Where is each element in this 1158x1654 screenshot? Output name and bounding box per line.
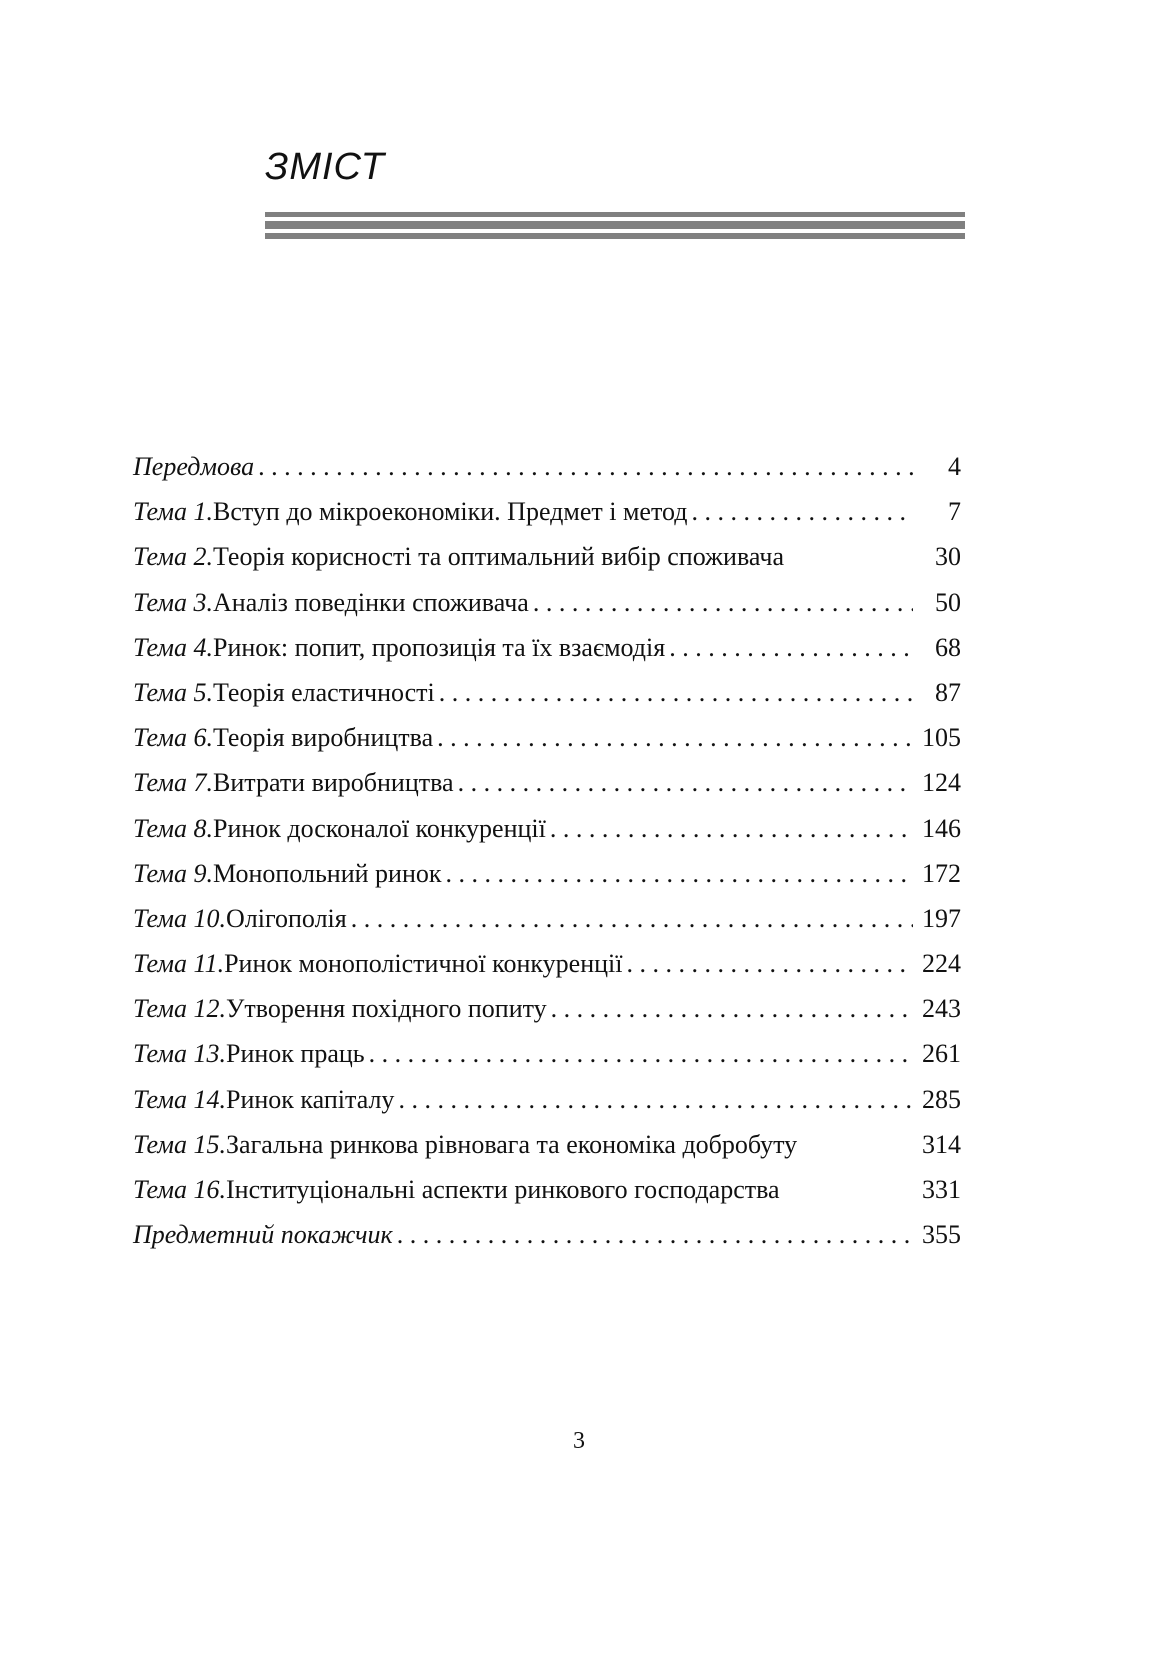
dot-leader xyxy=(398,1080,913,1120)
dot-leader xyxy=(533,583,913,623)
toc-entry-page: 261 xyxy=(922,1039,961,1069)
toc-entry[interactable] xyxy=(133,1080,961,1125)
dot-leader xyxy=(439,673,913,713)
toc-entry-prefix: Тема 14. xyxy=(133,1084,227,1114)
toc-entry-page: 224 xyxy=(922,949,961,979)
toc-entry[interactable] xyxy=(133,1125,961,1170)
toc-entry[interactable] xyxy=(133,1034,961,1079)
toc-entry[interactable] xyxy=(133,854,961,899)
toc-entry-prefix: Тема 3. xyxy=(133,587,214,617)
toc-entry[interactable] xyxy=(133,899,961,944)
toc-entry-page: 30 xyxy=(935,542,961,572)
toc-entry-title: Утворення похідного попиту xyxy=(226,994,547,1024)
toc-entry-prefix: Передмова xyxy=(133,452,255,481)
toc-entry-prefix: Тема 2. xyxy=(133,542,214,572)
dot-leader xyxy=(458,763,913,803)
toc-entry-page: 243 xyxy=(922,994,961,1024)
toc-entry-prefix: Тема 13. xyxy=(133,1039,227,1069)
toc-entry-title: Вступ до мікроекономіки. Предмет і метод xyxy=(213,497,688,527)
toc-entry[interactable] xyxy=(133,944,961,989)
toc-entry-prefix: Тема 1. xyxy=(133,497,214,527)
page-number: 3 xyxy=(573,1428,585,1454)
toc-entry-prefix: Тема 10. xyxy=(133,903,227,933)
page-title: ЗМІСТ xyxy=(265,146,385,188)
toc-entry-prefix: Тема 12. xyxy=(133,994,227,1024)
dot-leader xyxy=(258,447,913,487)
toc-entry-title: Ринок монополістичної конкуренції xyxy=(224,949,623,979)
dot-leader xyxy=(351,899,913,939)
toc-entry-title: Олігополія xyxy=(226,903,347,933)
toc-entry-title: Загальна ринкова рівновага та економіка добробуту xyxy=(226,1129,798,1159)
dot-leader xyxy=(437,718,913,758)
toc-entry-prefix: Тема 8. xyxy=(133,813,214,843)
dot-leader xyxy=(397,1215,913,1255)
toc-entry-prefix: Предметний покажчик xyxy=(133,1220,393,1250)
toc-entry[interactable] xyxy=(133,989,961,1034)
toc-entry-prefix: Тема 9. xyxy=(133,858,214,888)
toc-entry[interactable] xyxy=(133,763,961,808)
title-divider xyxy=(265,212,965,217)
toc-entry-page: 7 xyxy=(948,497,961,527)
toc-entry-page: 285 xyxy=(922,1084,961,1114)
toc-entry-title: Ринок праць xyxy=(226,1039,365,1069)
title-divider xyxy=(265,221,965,229)
toc-entry-prefix: Тема 4. xyxy=(133,632,214,662)
toc-entry-title: Монопольний ринок xyxy=(213,858,442,888)
toc-entry-page: 105 xyxy=(922,723,961,753)
toc-entry-prefix: Тема 16. xyxy=(133,1175,227,1204)
toc-entry-page: 146 xyxy=(922,813,961,843)
toc-entry[interactable] xyxy=(133,447,961,492)
title-divider xyxy=(265,233,965,239)
toc-entry-page: 331 xyxy=(922,1175,961,1204)
toc-entry[interactable] xyxy=(133,583,961,628)
toc-entry-page: 124 xyxy=(922,768,961,798)
dot-leader xyxy=(669,628,913,668)
dot-leader xyxy=(446,854,913,894)
toc-entry-page: 314 xyxy=(922,1129,961,1159)
dot-leader xyxy=(369,1034,913,1074)
toc-entry-prefix: Тема 7. xyxy=(133,768,214,798)
dot-leader xyxy=(551,989,913,1029)
toc-entry-prefix: Тема 15. xyxy=(133,1129,227,1159)
toc-entry-page: 172 xyxy=(922,858,961,888)
toc-entry-prefix: Тема 11. xyxy=(133,949,225,979)
toc-entry[interactable] xyxy=(133,673,961,718)
toc-entry[interactable] xyxy=(133,537,961,582)
toc-entry[interactable] xyxy=(133,492,961,537)
toc-entry[interactable] xyxy=(133,1215,961,1260)
toc-entry-title: Витрати виробництва xyxy=(213,768,454,798)
toc-entry-title: Ринок капіталу xyxy=(226,1084,395,1114)
toc-entry-title: Теорія виробництва xyxy=(213,723,434,753)
toc-entry-page: 355 xyxy=(922,1220,961,1250)
toc-entry-title: Ринок: попит, пропозиція та їх взаємодія xyxy=(213,632,666,662)
dot-leader xyxy=(691,492,913,532)
toc-entry-title: Теорія еластичності xyxy=(213,677,435,707)
toc-entry-page: 68 xyxy=(935,632,961,662)
toc-entry[interactable] xyxy=(133,1170,961,1215)
toc-entry-title: Інституціональні аспекти ринкового господарства xyxy=(226,1175,780,1204)
toc-entry-page: 4 xyxy=(948,452,961,481)
toc-entry-page: 197 xyxy=(922,903,961,933)
toc-entry-title: Ринок досконалої конкуренції xyxy=(213,813,546,843)
toc-entry-title: Теорія корисності та оптимальний вибір споживача xyxy=(213,542,784,572)
dot-leader xyxy=(550,809,913,849)
toc-entry[interactable] xyxy=(133,718,961,763)
toc-entry-title: Аналіз поведінки споживача xyxy=(213,587,529,617)
table-of-contents xyxy=(133,447,961,1260)
toc-entry-prefix: Тема 5. xyxy=(133,677,214,707)
toc-entry-prefix: Тема 6. xyxy=(133,723,214,753)
toc-entry-page: 50 xyxy=(935,587,961,617)
toc-entry[interactable] xyxy=(133,809,961,854)
toc-entry-page: 87 xyxy=(935,677,961,707)
toc-entry[interactable] xyxy=(133,628,961,673)
dot-leader xyxy=(626,944,913,984)
